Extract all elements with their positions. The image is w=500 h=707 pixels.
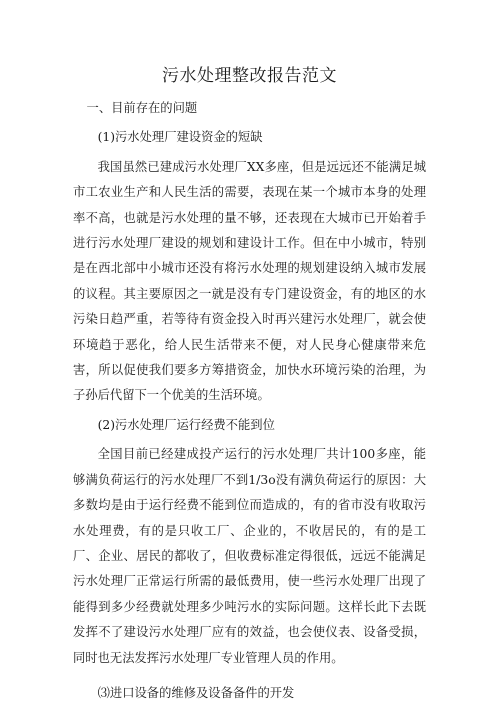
subheading-funding-shortage: (1)污水处理厂建设资金的短缺	[97, 130, 263, 145]
section-heading-problems: 一、目前存在的问题	[86, 101, 198, 115]
document-title: 污水处理整改报告范文	[162, 66, 337, 86]
spacer	[73, 671, 426, 681]
subheading-imported-equipment: ⑶进口设备的维修及设备备件的开发	[97, 685, 295, 700]
subheading-operating-funds: (2)污水处理厂运行经费不能到位	[97, 417, 275, 432]
paragraph-funding-shortage: 我国虽然已建成污水处理厂XX多座，但是远远还不能满足城市工农业生产和人民生活的需要，表现在某一个城市本身的处理率不高，也就是污水处理的量不够，还表现在大城市已开始着手进行污水处理厂建设的规划和建设计工作。但在中小城市，特别是在西北部中小城市还没有将污水处理的规划建设纳入城市发展的议程。其主要原因之一就是没有专门建设资金，有的地区的水污染日趋严重，若等待有资金投入时再兴建污水处理厂，就会使环境趋于恶化，给人民生活带来不便，对人民身心健康带来危害，所以促使我们要多方筹措资金，加快水环境污染的治理，为子孙后代留下一个优美的生活环境。	[73, 159, 426, 403]
paragraph-operating-funds: 全国目前已经建成投产运行的污水处理厂共计100多座，能够满负荷运行的污水处理厂不到1/3o没有满负荷运行的原因：大多数均是由于运行经费不能到位而造成的，有的省市没有收取污水处理费，有的是只收工厂、企业的，不收居民的，有的是工厂、企业、居民的都收了，但收费标准定得很低，远远不能满足污水处理厂正常运行所需的最低费用，使一些污水处理厂出现了能得到多少经费就处理多少吨污水的实际问题。这样长此下去既发挥不了建设污水处理厂应有的效益，也会使仪表、设备受损，同时也无法发挥污水处理厂专业管理人员的作用。	[73, 447, 426, 665]
